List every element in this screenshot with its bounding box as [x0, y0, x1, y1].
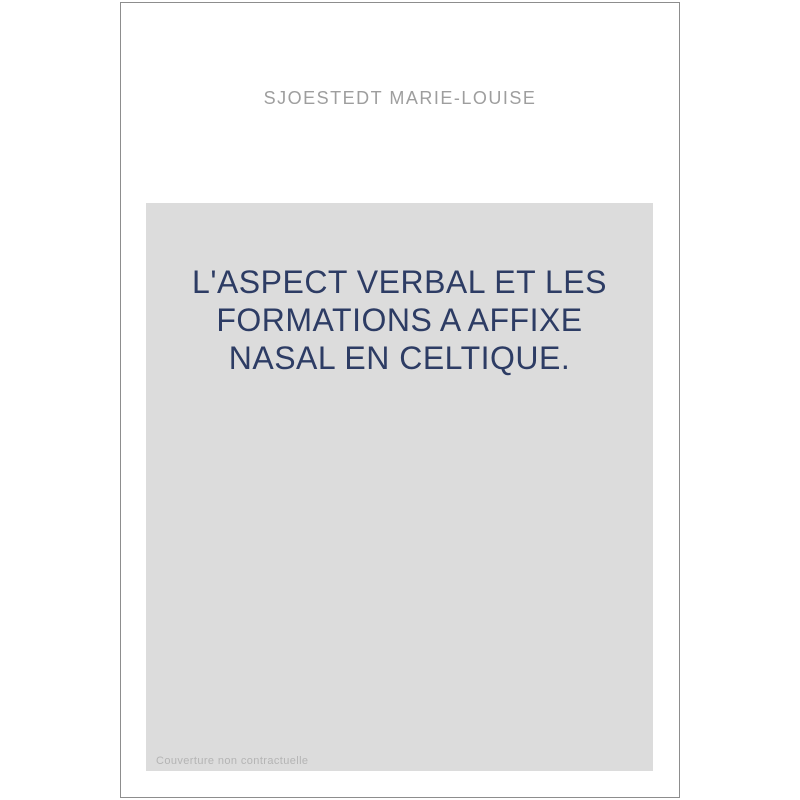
cover-placeholder-panel: [146, 203, 653, 771]
book-title: [146, 203, 653, 377]
book-title-line-1: L'ASPECT VERBAL ET LES: [192, 264, 607, 300]
book-cover: [120, 2, 680, 798]
book-title-line-2: FORMATIONS A AFFIXE: [216, 302, 583, 338]
cover-disclaimer: Couverture non contractuelle: [156, 755, 309, 767]
author-name: SJOESTEDT MARIE-LOUISE: [263, 88, 537, 108]
book-title-line-3: NASAL EN CELTIQUE.: [228, 340, 571, 376]
